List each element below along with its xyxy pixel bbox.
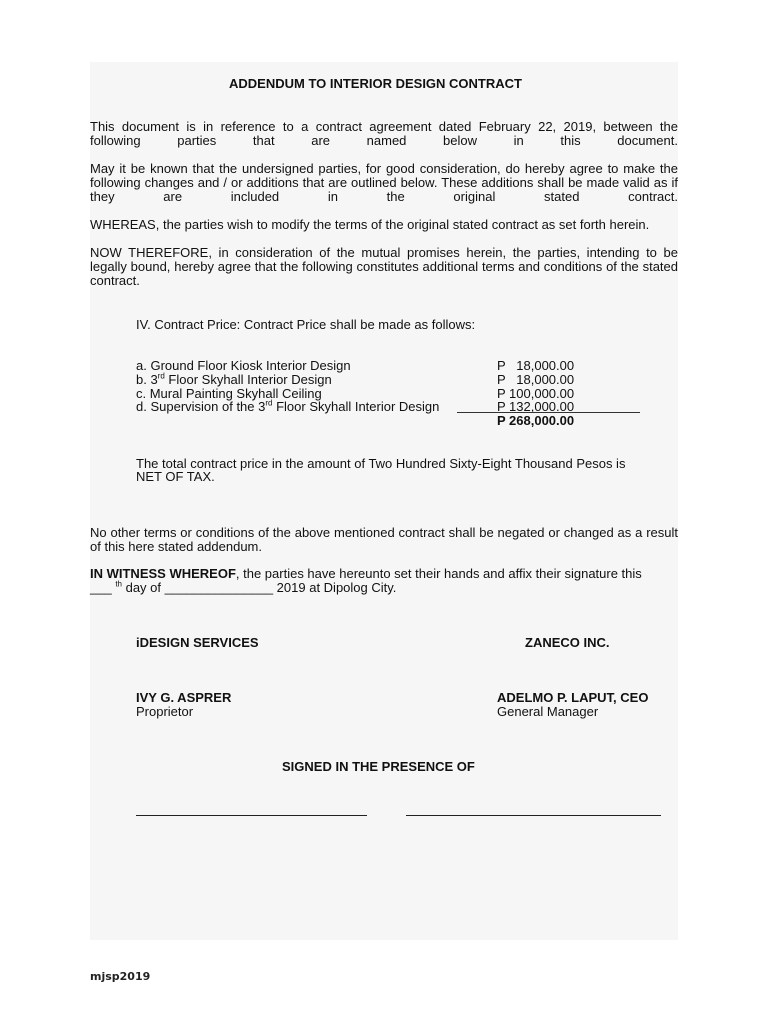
party-right-company: ZANECO INC. bbox=[525, 635, 610, 650]
price-item-label: a. Ground Floor Kiosk Interior Design bbox=[136, 358, 351, 373]
price-item-amount: P 132,000.00 bbox=[497, 399, 575, 414]
party-left-title: Proprietor bbox=[136, 704, 194, 719]
paragraph-whereas: WHEREAS, the parties wish to modify the terms of the original stated contract as set forth herein. bbox=[90, 217, 650, 232]
document-title: ADDENDUM TO INTERIOR DESIGN CONTRACT bbox=[229, 76, 522, 91]
party-left-name: IVY G. ASPRER bbox=[136, 690, 232, 705]
party-right-title: General Manager bbox=[497, 704, 599, 719]
total-text-line2: NET OF TAX. bbox=[136, 469, 215, 484]
paragraph-consideration: May it be known that the undersigned parties, for good consideration, do hereby agree to make the following changes and / or additions that are outlined below. These additions shall be made valid as if they are included in the original stated contract. bbox=[90, 161, 678, 204]
party-left-company: iDESIGN SERVICES bbox=[136, 635, 259, 650]
witness-signature-line-left bbox=[136, 815, 367, 816]
price-item-amount: P 100,000.00 bbox=[497, 386, 575, 401]
price-item-label: d. Supervision of the 3rd Floor Skyhall Interior Design bbox=[136, 398, 440, 414]
footer-tag: mjsp2019 bbox=[90, 970, 151, 983]
price-total: P 268,000.00 bbox=[497, 413, 575, 428]
price-item-label: c. Mural Painting Skyhall Ceiling bbox=[136, 386, 322, 401]
witness-signature-line-right bbox=[406, 815, 661, 816]
price-item-amount: P 18,000.00 bbox=[497, 372, 575, 387]
total-text-line1: The total contract price in the amount of Two Hundred Sixty-Eight Thousand Pesos is bbox=[136, 456, 626, 471]
price-item-label: b. 3rd Floor Skyhall Interior Design bbox=[136, 371, 332, 387]
price-item-amount: P 18,000.00 bbox=[497, 358, 575, 373]
party-right-name: ADELMO P. LAPUT, CEO bbox=[497, 690, 649, 705]
paragraph-no-other-terms: No other terms or conditions of the above mentioned contract shall be negated or changed as a result of this here stated addendum. bbox=[90, 525, 678, 554]
signed-presence-heading: SIGNED IN THE PRESENCE OF bbox=[282, 759, 475, 774]
paragraph-reference: This document is in reference to a contract agreement dated February 22, 2019, between the following parties that are named below in this document. bbox=[90, 119, 678, 148]
contract-price-heading: IV. Contract Price: Contract Price shall be made as follows: bbox=[136, 317, 476, 332]
witness-line2: ___ $^{th}$ day of _______________ 2019 at Dipolog City. bbox=[90, 579, 397, 595]
witness-line1: IN WITNESS WHEREOF, the parties have hereunto set their hands and affix their signature this bbox=[90, 566, 642, 581]
paragraph-now-therefore: NOW THEREFORE, in consideration of the mutual promises herein, the parties, intending to be legally bound, hereby agree that the following constitutes additional terms and conditions of the stated contract. bbox=[90, 245, 678, 288]
